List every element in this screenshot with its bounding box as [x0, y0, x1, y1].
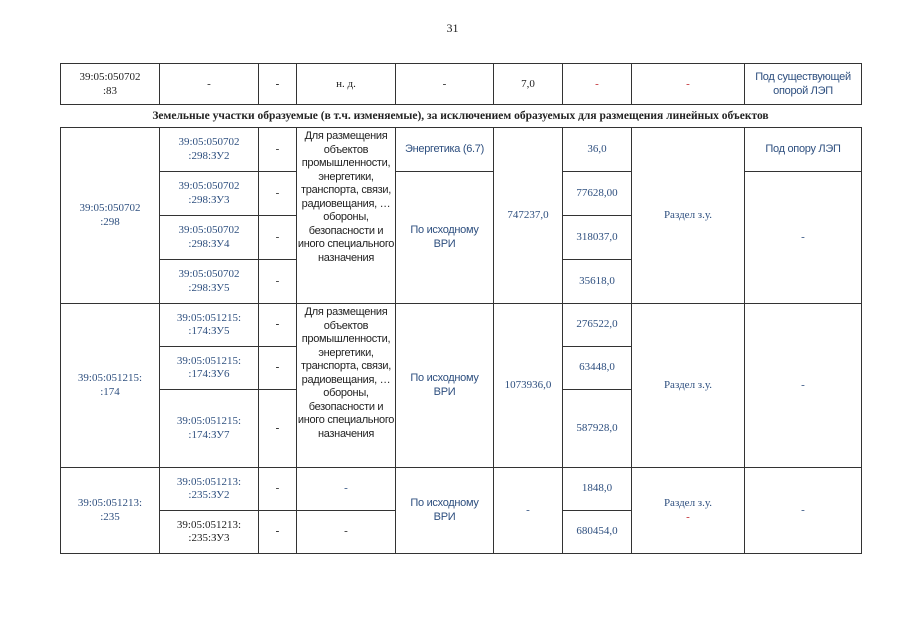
area-cell: 7,0: [494, 64, 563, 105]
purpose-cell: -: [297, 511, 396, 554]
plot-id: 39:05:051213: :235:ЗУ2: [160, 468, 259, 511]
cell: -: [259, 468, 297, 511]
total-area: -: [494, 468, 563, 554]
cell: -: [259, 304, 297, 347]
top-table: [60, 63, 862, 105]
cell: -: [259, 172, 297, 216]
action-mark: -: [686, 510, 690, 523]
area-cell: 680454,0: [563, 511, 632, 554]
plot-id: 39:05:050702 :298:ЗУ2: [160, 128, 259, 172]
cell: н. д.: [297, 64, 396, 105]
plot-id: 39:05:050702 :298:ЗУ3: [160, 172, 259, 216]
section-title: Земельные участки образуемые (в т.ч. изменяемые), за исключением образуемых для размещения линейных объектов: [152, 110, 769, 122]
parent-cadastral: 39:05:051213: :235: [61, 468, 160, 554]
plot-id: 39:05:051215: :174:ЗУ7: [160, 390, 259, 468]
note-cell: -: [745, 172, 862, 304]
area-cell: 36,0: [563, 128, 632, 172]
action-cell: Раздел з.у.: [632, 304, 745, 468]
cell: -: [259, 260, 297, 304]
parent-cadastral: 39:05:051215: :174: [61, 304, 160, 468]
action-label: Раздел з.у.: [663, 497, 713, 509]
cell: -: [632, 64, 745, 105]
table-row: [61, 128, 862, 172]
area-cell: 587928,0: [563, 390, 632, 468]
total-area: 747237,0: [494, 128, 563, 304]
note-cell: Под существующей опорой ЛЭП: [745, 64, 862, 105]
cadastral-number: 39:05:050702 :83: [61, 64, 160, 105]
plot-id: 39:05:050702 :298:ЗУ4: [160, 216, 259, 260]
purpose-cell: Для размещения объектов промышленности, энергетики, транспорта, связи, радиовещания, … обороны, безопасности и иного специального назначения: [297, 128, 396, 304]
purpose-cell: Для размещения объектов промышленности, энергетики, транспорта, связи, радиовещания, … обороны, безопасности и иного специального назначения: [297, 304, 396, 468]
cell: -: [259, 390, 297, 468]
note-cell: Под опору ЛЭП: [745, 128, 862, 172]
plot-id: 39:05:051213: :235:ЗУ3: [160, 511, 259, 554]
area-cell: 63448,0: [563, 347, 632, 390]
cell: -: [259, 511, 297, 554]
total-area: 1073936,0: [494, 304, 563, 468]
cell: -: [563, 64, 632, 105]
vri-cell: Энергетика (6.7): [396, 128, 494, 172]
area-cell: 318037,0: [563, 216, 632, 260]
cell: -: [259, 128, 297, 172]
note-cell: -: [745, 468, 862, 554]
plot-id: 39:05:051215: :174:ЗУ6: [160, 347, 259, 390]
note-cell: -: [745, 304, 862, 468]
area-cell: 35618,0: [563, 260, 632, 304]
cell: -: [259, 347, 297, 390]
main-table: [60, 127, 862, 554]
vri-cell: По исходному ВРИ: [396, 172, 494, 304]
area-cell: 77628,00: [563, 172, 632, 216]
cell: -: [259, 64, 297, 105]
action-cell: Раздел з.у.: [632, 128, 745, 304]
cell: -: [160, 64, 259, 105]
action-cell: [632, 468, 745, 554]
cell: -: [396, 64, 494, 105]
area-cell: 276522,0: [563, 304, 632, 347]
table-row: [61, 468, 862, 511]
vri-cell: По исходному ВРИ: [396, 304, 494, 468]
plot-id: 39:05:051215: :174:ЗУ5: [160, 304, 259, 347]
cell: -: [259, 216, 297, 260]
table-row: [61, 304, 862, 347]
parent-cadastral: 39:05:050702 :298: [61, 128, 160, 304]
page-number: 31: [446, 21, 459, 35]
area-cell: 1848,0: [563, 468, 632, 511]
purpose-cell: -: [297, 468, 396, 511]
vri-cell: По исходному ВРИ: [396, 468, 494, 554]
plot-id: 39:05:050702 :298:ЗУ5: [160, 260, 259, 304]
table-row: [61, 64, 862, 105]
